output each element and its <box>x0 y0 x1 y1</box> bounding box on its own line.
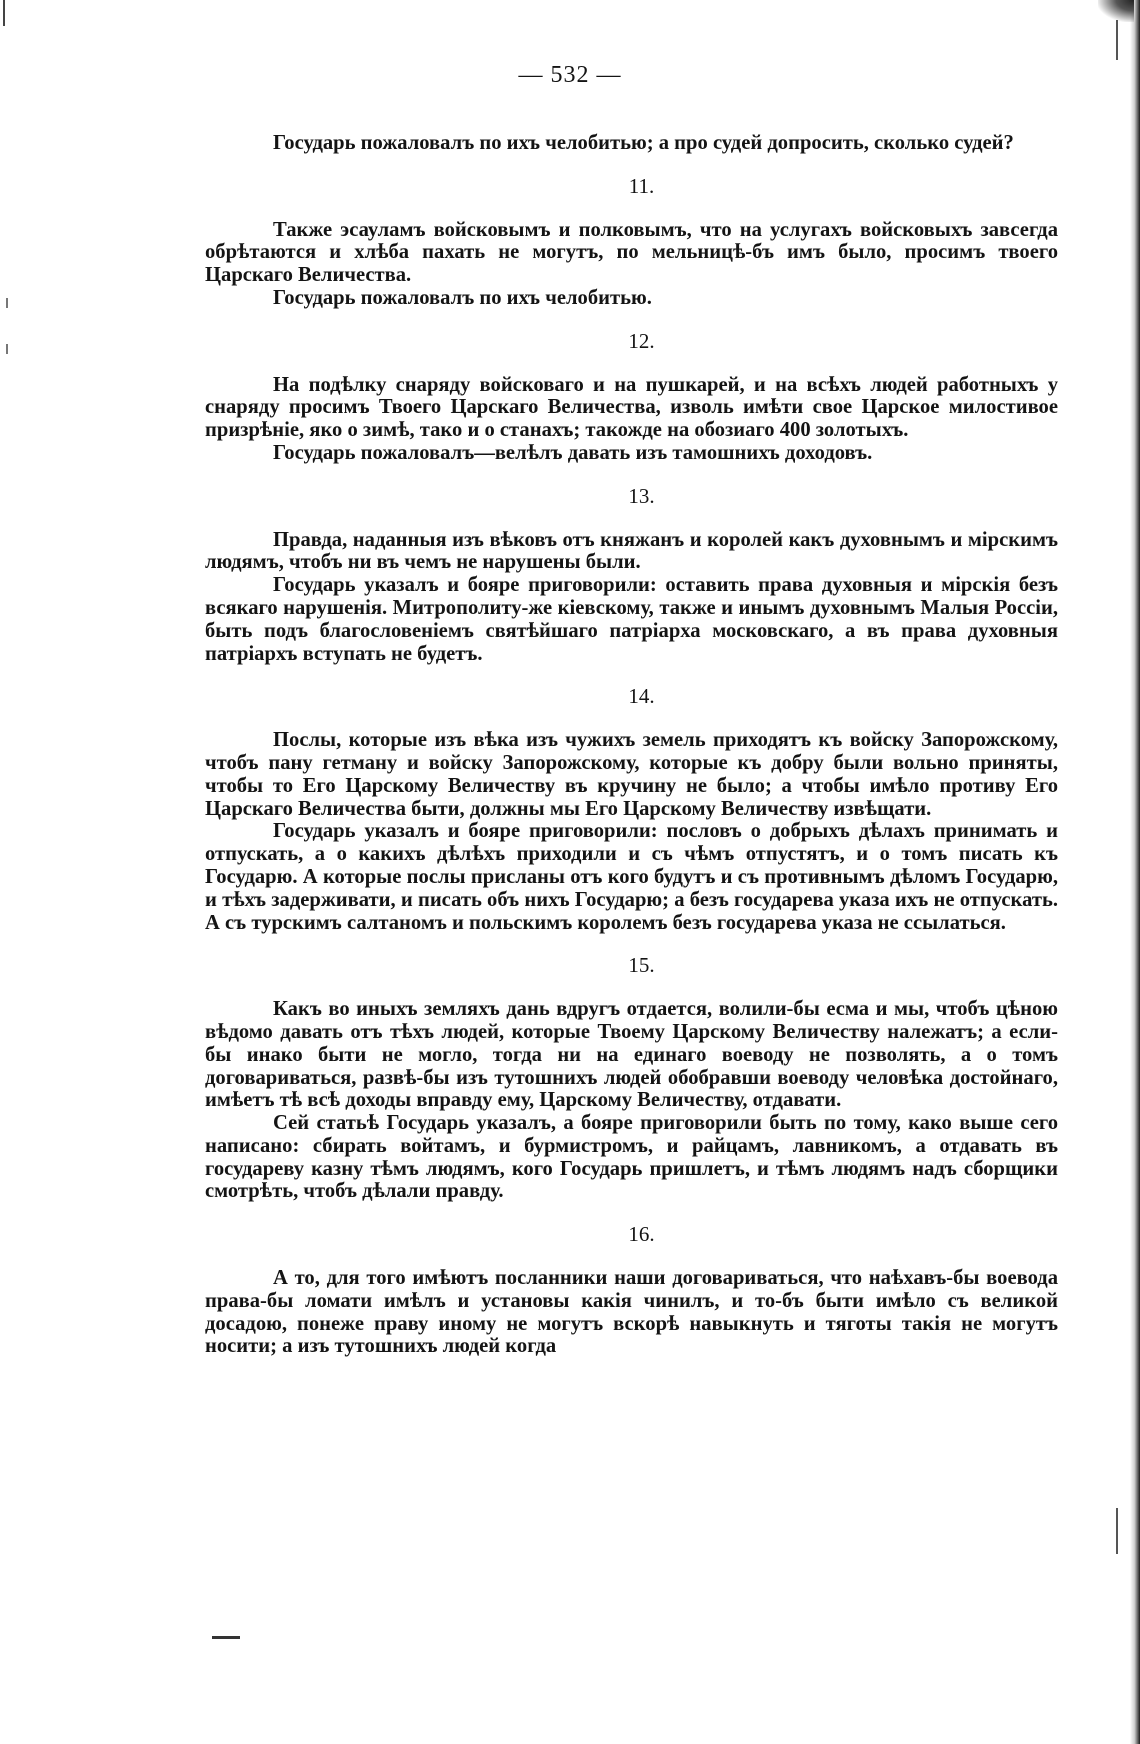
paragraph: Послы, которые изъ вѣка изъ чужихъ земель приходятъ къ войску Запорожскому, чтобъ пану гетману и войску Запорожскому, которые къ добру были вольно приняты, чтобы то Его Царскому Величеству въ кручину не было; а чтобы имѣло противу Его Царскаго Величества быти, должны мы Его Царскому Величеству извѣщати. <box>205 729 1058 820</box>
paragraph: Государь пожаловалъ по ихъ челобитью; а про судей допросить, сколько судей? <box>273 132 1014 154</box>
paragraph: Правда, наданныя изъ вѣковъ отъ княжанъ и королей какъ духовнымъ и мірскимъ людямъ, чтобъ ни въ чемъ не нарушены были. <box>205 528 1058 574</box>
paragraph: Государь пожаловалъ по ихъ челобитью. <box>273 286 652 309</box>
margin-tick <box>6 344 8 354</box>
paragraph: Государь указалъ и бояре приговорили: оставить права духовныя и мірскія безъ всякаго нарушенія. Митрополиту-же кіевскому, также и инымъ духовнымъ Малыя Россіи, быть подъ благословеніемъ святѣйшаго патріарха московскаго, а въ права духовныя патріархъ вступать не будетъ. <box>205 574 1058 665</box>
article-number: 15. <box>628 953 655 978</box>
article-number: 11. <box>628 173 655 198</box>
paragraph: На подѣлку снаряду войсковаго и на пушкарей, и на всѣхъ людей работныхъ у снаряду просимъ Твоего Царскаго Величества, изволь имѣти свое Царское милостивое призрѣніе, яко о зимѣ, тако и о станахъ; такожде на обозиаго 400 золотыхъ. <box>205 373 1058 442</box>
left-edge-mark <box>3 0 5 26</box>
page-number: — 532 — <box>518 62 622 88</box>
paragraph: Государь пожаловалъ—велѣлъ давать изъ тамошнихъ доходовъ. <box>273 441 873 464</box>
paragraph: Государь указалъ и бояре приговорили: пословъ о добрыхъ дѣлахъ принимать и отпускать, а о какихъ дѣлѣхъ приходили и съ чѣмъ отпустятъ, и о томъ писать къ Государю. А которые послы присланы отъ кого будутъ и съ противнымъ дѣломъ Государю, и тѣхъ задерживати, и писать объ нихъ Государю; а безъ государева указа ихъ не отпускать. А съ турскимъ салтаномъ и польскимъ королемъ безъ государева указа не ссылаться. <box>205 820 1058 934</box>
margin-bar <box>1116 1508 1118 1554</box>
article-number: 14. <box>628 684 655 709</box>
page-edge-shadow <box>1130 0 1140 1744</box>
document-body <box>205 132 1058 1358</box>
paragraph: А то, для того имѣютъ посланники наши договариваться, что наѣхавъ-бы воевода права-бы ломати имѣлъ и установы какія чинилъ, и то-бъ быти имѣло съ великой досадою, понеже праву иному не могутъ вскорѣ навыкнуть и тяготы такія не могутъ носити; а изъ тутошнихъ людей когда <box>205 1267 1058 1358</box>
paragraph: Также эсауламъ войсковымъ и полковымъ, что на услугахъ войсковыхъ завсегда обрѣтаются и хлѣба пахать не могутъ, по мельницѣ-бъ имъ было, просимъ твоего Царскаго Величества. <box>205 218 1058 287</box>
margin-bar <box>1116 20 1118 60</box>
paragraph: Какъ во иныхъ земляхъ дань вдругъ отдается, волили-бы есма и мы, чтобъ цѣною вѣдомо давать отъ тѣхъ людей, которые Твоему Царскому Величеству належатъ; а если-бы инако быти не могло, тогда ни на единаго воеводу не позволять, а о томъ договариваться, развѣ-бы изъ тутошнихъ людей обобравши воеводу человѣка достойнаго, имѣетъ тѣ всѣ доходы вправду ему, Царскому Величеству, отдавати. <box>205 998 1058 1112</box>
margin-dash <box>212 1636 240 1639</box>
paragraph: Сей статьѣ Государь указалъ, а бояре приговорили быть по тому, како выше сего написано: сбирать войтамъ, и бурмистромъ, и райцамъ, лавникомъ, а отдавать въ государеву казну тѣмъ людямъ, кого Государь пришлетъ, и тѣмъ людямъ надъ сборщики смотрѣть, чтобъ дѣлали правду. <box>205 1112 1058 1203</box>
article-number: 16. <box>628 1222 655 1247</box>
article-number: 13. <box>628 483 655 508</box>
article-number: 12. <box>628 328 655 353</box>
margin-tick <box>6 298 8 308</box>
corner-stain <box>1098 0 1134 22</box>
